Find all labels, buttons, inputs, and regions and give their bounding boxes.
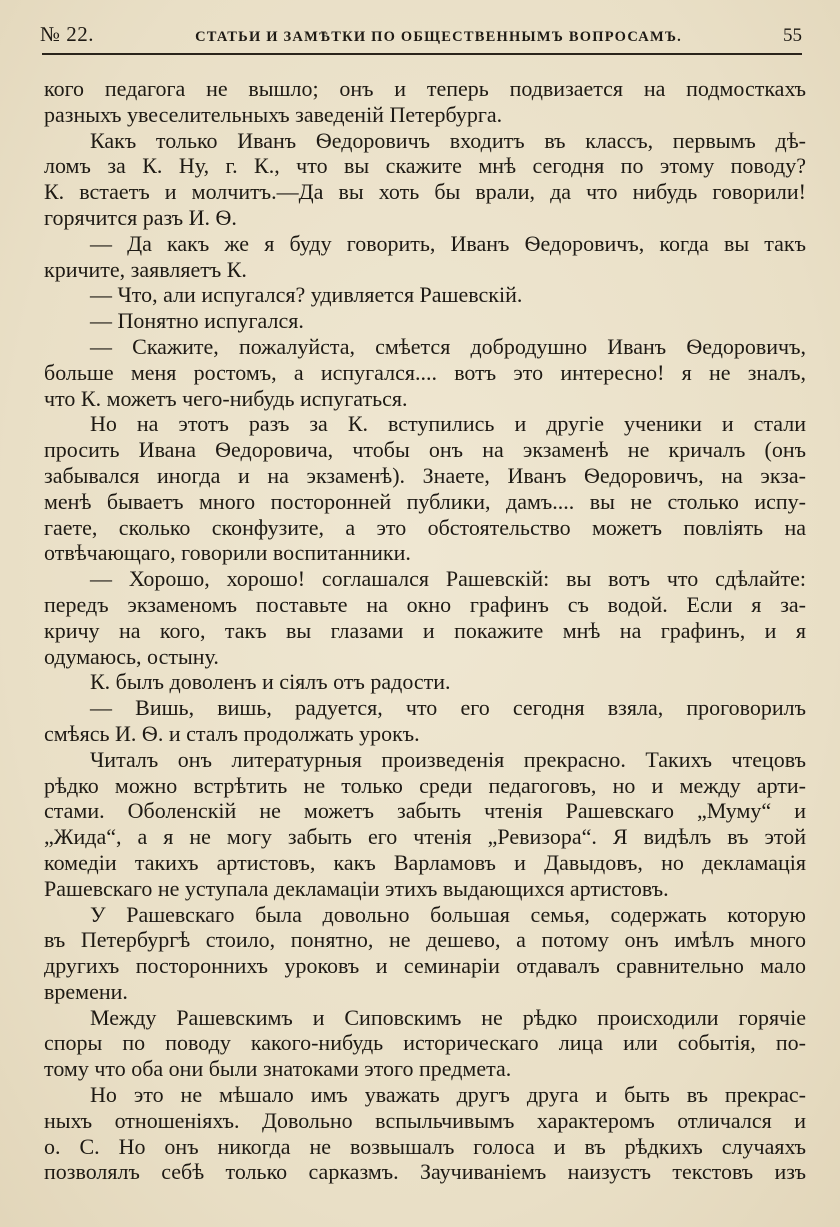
text-line: споры по поводу какого-нибудь историческаго лица или событiя, по- — [44, 1030, 806, 1056]
text-line: — Скажите, пожалуйста, смѣется добродушно Иванъ Ѳедоровичъ, — [90, 333, 806, 359]
text-line: — Понятно испугался. — [90, 308, 304, 334]
running-header — [40, 22, 802, 52]
body-text — [44, 76, 806, 1185]
text-line: ломъ за К. Ну, г. К., что вы скажите мнѣ сегодня по этому поводу? — [44, 153, 806, 179]
text-line: У Рашевскаго была довольно большая семья, содержать которую — [90, 901, 806, 927]
text-line: позволялъ себѣ только сарказмъ. Заучиванiемъ наизустъ текстовъ изъ — [44, 1159, 806, 1185]
text-line: смѣясь И. Ѳ. и сталъ продолжать урокъ. — [44, 720, 420, 746]
text-line: Какъ только Иванъ Ѳедоровичъ входитъ въ классъ, первымъ дѣ- — [90, 127, 806, 153]
text-line: Между Рашевскимъ и Сиповскимъ не рѣдко происходили горячiе — [90, 1004, 806, 1030]
text-line: Читалъ онъ литературныя произведенiя прекрасно. Такихъ чтецовъ — [90, 746, 806, 772]
text-line: одумаюсь, остыну. — [44, 643, 219, 669]
issue-number: № 22. — [40, 22, 95, 46]
text-line: кричу на кого, такъ вы глазами и покажите мнѣ на графинъ, и я — [44, 617, 806, 643]
text-line: гаете, сколько сконфузите, а это обстоятельство можетъ повлiять на — [44, 514, 806, 540]
text-line: менѣ бываетъ много посторонней публики, дамъ.... вы не столько испу- — [44, 488, 806, 514]
text-line: забывался иногда и на экзаменѣ). Знаете, Иванъ Ѳедоровичъ, на экза- — [44, 462, 806, 488]
text-line: отвѣчающаго, говорили воспитанники. — [44, 540, 411, 566]
text-line: комедiи такихъ артистовъ, какъ Варламовъ и Давыдовъ, но декламацiя — [44, 849, 806, 875]
text-line: К. былъ доволенъ и сiялъ отъ радости. — [90, 669, 451, 695]
text-line: Но это не мѣшало имъ уважать другъ друга и быть въ прекрас- — [90, 1082, 806, 1108]
text-line: кого педагога не вышло; онъ и теперь подвизается на подмосткахъ — [44, 76, 806, 101]
text-line: передъ экзаменомъ поставьте на окно графинъ съ водой. Если я за- — [44, 591, 806, 617]
text-line: о. С. Но онъ никогда не возвышалъ голоса и въ рѣдкихъ случаяхъ — [44, 1133, 806, 1159]
text-line: въ Петербургѣ стоило, понятно, не дешево, а потому онъ имѣлъ много — [44, 927, 806, 953]
text-line: — Вишь, вишь, радуется, что его сегодня взяла, проговорилъ — [90, 695, 806, 721]
header-rule — [42, 53, 802, 55]
text-line: что К. можетъ чего-нибудь испугаться. — [44, 385, 408, 411]
text-line: Но на этотъ разъ за К. вступились и другiе ученики и стали — [90, 411, 806, 437]
text-line: рѣдко можно встрѣтить не только среди педагоговъ, но и между арти- — [44, 772, 806, 798]
text-line: тому что оба они были знатоками этого предмета. — [44, 1056, 512, 1082]
text-line: больше меня ростомъ, а испугался.... вотъ это интересно! я не зналъ, — [44, 359, 806, 385]
text-line: — Хорошо, хорошо! соглашался Рашевскiй: вы вотъ что сдѣлайте: — [90, 566, 806, 592]
text-line: К. встаетъ и молчитъ.—Да вы хоть бы врали, да что нибудь говорили! — [44, 179, 806, 205]
text-line: времени. — [44, 978, 128, 1004]
text-line: ныхъ отношенiяхъ. Довольно вспыльчивымъ характеромъ отличался и — [44, 1107, 806, 1133]
text-line: Рашевскаго не уступала декламацiи этихъ выдающихся артистовъ. — [44, 875, 669, 901]
text-line: кричите, заявляетъ К. — [44, 256, 247, 282]
text-line: просить Ивана Ѳедоровича, чтобы онъ на экзаменѣ не кричалъ (онъ — [44, 437, 806, 463]
page-number: 55 — [782, 25, 802, 46]
text-line: горячится разъ И. Ѳ. — [44, 204, 237, 230]
text-line: стами. Оболенскiй не можетъ забыть чтенiя Рашевскаго „Муму“ и — [44, 798, 806, 824]
section-title: СТАТЬИ И ЗАМѢТКИ ПО ОБЩЕСТВЕННЫМЪ ВОПРОСАМЪ. — [195, 29, 682, 45]
text-line: — Да какъ же я буду говорить, Иванъ Ѳедоровичъ, когда вы такъ — [90, 230, 806, 256]
text-line: разныхъ увеселительныхъ заведенiй Петербурга. — [44, 101, 503, 127]
text-line: — Что, али испугался? удивляется Рашевскiй. — [90, 282, 523, 308]
text-line: „Жида“, а я не могу забыть его чтенiя „Ревизора“. Я видѣлъ въ этой — [44, 824, 806, 850]
text-line: другихъ постороннихъ уроковъ и семинарiи отдавалъ сравнительно мало — [44, 953, 806, 979]
